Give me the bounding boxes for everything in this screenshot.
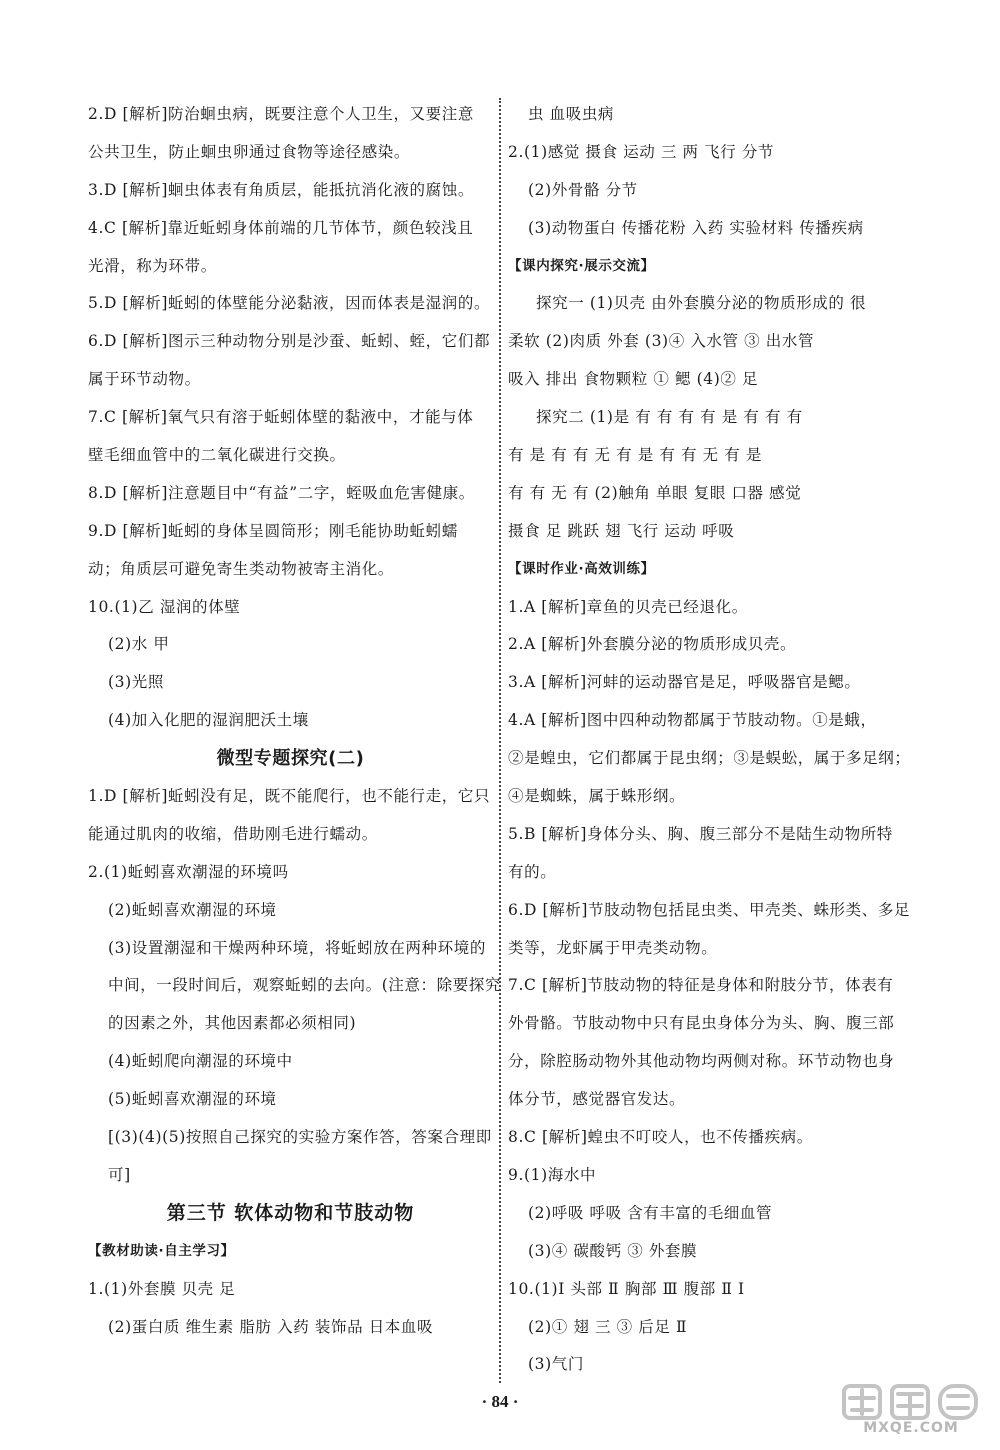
watermark-text: MXQE.COM — [863, 1420, 959, 1436]
text-line: 柔软 (2)肉质 外套 (3)④ 入水管 ③ 出水管 — [508, 332, 815, 351]
text-line: 7.C [解析]氧气只有溶于蚯蚓体壁的黏液中，才能与体 — [88, 408, 474, 427]
text-line: (2)蛋白质 维生素 脂肪 入药 装饰品 日本血吸 — [108, 1317, 434, 1336]
text-line: (5)蚯蚓喜欢潮湿的环境 — [108, 1090, 277, 1109]
text-line: (3)④ 碳酸钙 ③ 外套膜 — [528, 1241, 698, 1260]
text-line: 吸入 排出 食物颗粒 ① 鳃 (4)② 足 — [508, 370, 759, 389]
right-column — [508, 96, 920, 1384]
text-line: 4.A [解析]图中四种动物都属于节肢动物。①是蛾， — [508, 711, 877, 730]
left-column — [88, 96, 502, 1346]
section-label: 【课内探究·展示交流】 — [508, 257, 655, 274]
text-line: 光滑，称为环带。 — [88, 256, 217, 275]
text-line: 1.D [解析]蚯蚓没有足，既不能爬行，也不能行走，它只 — [88, 787, 491, 806]
watermark-glyph-icon — [836, 1380, 986, 1424]
text-line: 体分节，感觉器官发达。 — [508, 1090, 686, 1109]
text-line: 6.D [解析]图示三种动物分别是沙蚕、蚯蚓、蛭，它们都 — [88, 332, 491, 351]
column-divider — [499, 98, 501, 1383]
text-line: 外骨骼。节肢动物中只有昆虫身体分为头、胸、腹三部 — [508, 1014, 895, 1033]
text-line: (2)蚯蚓喜欢潮湿的环境 — [108, 900, 277, 919]
section-label: 【课时作业·高效训练】 — [508, 560, 655, 577]
text-line: 可] — [108, 1165, 131, 1184]
text-line: 9.D [解析]蚯蚓的身体呈圆筒形；刚毛能协助蚯蚓蠕 — [88, 521, 458, 540]
text-line: (2)① 翅 三 ③ 后足 Ⅱ — [528, 1317, 688, 1336]
page-number: · 84 · — [481, 1392, 519, 1411]
text-line: 类等，龙虾属于甲壳类动物。 — [508, 938, 718, 957]
text-line: (2)水 甲 — [108, 635, 170, 654]
section-heading: 微型专题探究(二) — [216, 748, 365, 770]
text-line: 能通过肌肉的收缩，借助刚毛进行蠕动。 — [88, 824, 378, 843]
section-heading: 第三节 软体动物和节肢动物 — [166, 1201, 415, 1224]
text-line: 公共卫生，防止蛔虫卵通过食物等途径感染。 — [88, 142, 411, 161]
text-line: 3.D [解析]蛔虫体表有角质层，能抵抗消化液的腐蚀。 — [88, 180, 474, 199]
text-line: 动；角质层可避免寄生类动物被寄主消化。 — [88, 559, 394, 578]
text-line: 有 是 有 有 无 有 是 有 有 无 有 是 — [508, 446, 762, 465]
text-line: 探究二 (1)是 有 有 有 有 是 有 有 有 — [536, 408, 803, 427]
text-line: (3)光照 — [108, 673, 164, 692]
text-line: 9.(1)海水中 — [508, 1165, 597, 1184]
text-line: 有的。 — [508, 862, 557, 881]
text-line: 6.D [解析]节肢动物包括昆虫类、甲壳类、蛛形类、多足 — [508, 900, 911, 919]
text-line: (3)设置潮湿和干燥两种环境，将蚯蚓放在两种环境的 — [108, 938, 486, 957]
text-line: 摄食 足 跳跃 翅 飞行 运动 呼吸 — [508, 521, 735, 540]
text-line: 2.(1)感觉 摄食 运动 三 两 飞行 分节 — [508, 142, 775, 161]
text-line: 有 有 无 有 (2)触角 单眼 复眼 口器 感觉 — [508, 483, 802, 502]
text-line: 1.(1)外套膜 贝壳 足 — [88, 1279, 236, 1298]
text-line: 中间，一段时间后，观察蚯蚓的去向。(注意：除要探究 — [108, 976, 502, 995]
text-line: 5.D [解析]蚯蚓的体壁能分泌黏液，因而体表是湿润的。 — [88, 294, 491, 313]
text-line: 3.A [解析]河蚌的运动器官是足，呼吸器官是鳃。 — [508, 673, 861, 692]
text-line: 2.(1)蚯蚓喜欢潮湿的环境吗 — [88, 862, 289, 881]
text-line: 4.C [解析]靠近蚯蚓身体前端的几节体节，颜色较浅且 — [88, 218, 474, 237]
text-line: (4)加入化肥的湿润肥沃土壤 — [108, 711, 309, 730]
text-line: 10.(1)乙 湿润的体壁 — [88, 597, 241, 616]
text-line: 分，除腔肠动物外其他动物均两侧对称。环节动物也身 — [508, 1052, 895, 1071]
text-line: 5.B [解析]身体分头、胸、腹三部分不是陆生动物所特 — [508, 824, 893, 843]
section-label: 【教材助读·自主学习】 — [88, 1242, 235, 1259]
text-line: 7.C [解析]节肢动物的特征是身体和附肢分节，体表有 — [508, 976, 894, 995]
watermark-logo — [836, 1380, 986, 1442]
text-line: 10.(1)Ⅰ 头部 Ⅱ 胸部 Ⅲ 腹部 Ⅱ Ⅰ — [508, 1279, 745, 1298]
text-line: 2.A [解析]外套膜分泌的物质形成贝壳。 — [508, 635, 797, 654]
text-line: 2.D [解析]防治蛔虫病，既要注意个人卫生，又要注意 — [88, 105, 474, 123]
text-line: ④是蜘蛛，属于蛛形纲。 — [508, 787, 686, 806]
text-line: 壁毛细血管中的二氧化碳进行交换。 — [88, 446, 346, 465]
text-line: 8.D [解析]注意题目中“有益”二字，蛭吸血危害健康。 — [88, 483, 475, 502]
text-line: (4)蚯蚓爬向潮湿的环境中 — [108, 1052, 293, 1071]
text-line: 虫 血吸虫病 — [528, 105, 615, 123]
text-line: [(3)(4)(5)按照自己探究的实验方案作答，答案合理即 — [108, 1128, 492, 1147]
text-line: (2)呼吸 呼吸 含有丰富的毛细血管 — [528, 1203, 773, 1222]
text-line: 探究一 (1)贝壳 由外套膜分泌的物质形成的 很 — [536, 294, 867, 313]
text-line: (3)动物蛋白 传播花粉 入药 实验材料 传播疾病 — [528, 218, 864, 237]
text-line: 1.A [解析]章鱼的贝壳已经退化。 — [508, 597, 748, 616]
text-line: 的因素之外，其他因素都必须相同) — [108, 1014, 357, 1033]
text-line: 8.C [解析]蝗虫不叮咬人，也不传播疾病。 — [508, 1128, 813, 1147]
text-line: (3)气门 — [528, 1355, 584, 1374]
text-line: 属于环节动物。 — [88, 370, 201, 389]
text-line: ②是蝗虫，它们都属于昆虫纲；③是蜈蚣，属于多足纲； — [508, 749, 911, 768]
text-line: (2)外骨骼 分节 — [528, 180, 638, 199]
